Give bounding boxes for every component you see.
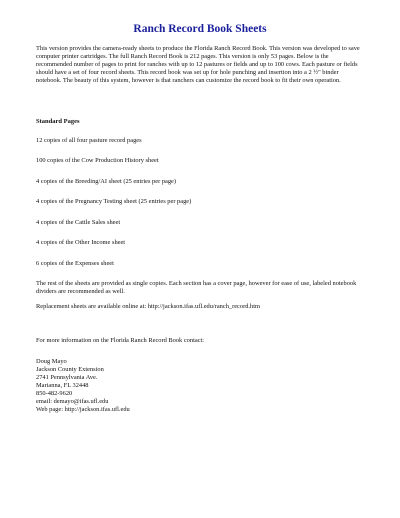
standard-item-breeding: 4 copies of the Breeding/AI sheet (25 entries per page) [36, 177, 177, 185]
contact-phone: 850-482-9620 [36, 390, 73, 398]
intro-paragraph: This version provides the camera-ready sheets to produce the Florida Ranch Record Book. This version was developed to save computer printer cartridges. The full Ranch Record Book is 212 pages. This version is only 53 pages. Below is the recommended number of pages to print for ranches with up to 12 pastures or fields and up to 100 cows. Each pasture or fields should have a set of four record sheets. This record book was set up for hole punching and insertion into a 2 ½" binder notebook. The beauty of this system, however is that ranchers can customize the record book to fit their own operation. [36, 45, 360, 84]
standard-item-pasture: 12 copies of all four pasture record pages [36, 136, 142, 144]
standard-pages-list [36, 137, 364, 268]
contact-city: Marianna, FL 32448 [36, 381, 89, 389]
contact-name: Doug Mayo [36, 357, 67, 365]
document-title: Ranch Record Book Sheets [133, 23, 267, 35]
contact-organization: Jackson County Extension [36, 365, 104, 373]
standard-pages-heading: Standard Pages [36, 117, 80, 125]
contact-street: 2741 Pennsylvania Ave. [36, 373, 98, 381]
contact-block [36, 358, 364, 415]
standard-item-cow-history: 100 copies of the Cow Production History sheet [36, 157, 159, 165]
standard-item-expenses: 6 copies of the Expenses sheet [36, 259, 114, 267]
standard-item-pregnancy: 4 copies of the Pregnancy Testing sheet (25 entries per page) [36, 198, 192, 206]
contact-intro: For more information on the Florida Ranch Record Book contact: [36, 336, 205, 344]
standard-item-other-income: 4 copies of the Other Income sheet [36, 239, 126, 247]
standard-item-cattle-sales: 4 copies of the Cattle Sales sheet [36, 218, 121, 226]
single-copies-note: The rest of the sheets are provided as single copies. Each section has a cover page, however for ease of use, labeled notebook dividers are recommended as well. [36, 280, 357, 296]
contact-web: Web page: http://jackson.ifas.ufl.edu [36, 406, 130, 414]
replacement-sheets-note: Replacement sheets are available online at: http://jackson.ifas.ufl.edu/ranch_record.htm [36, 303, 260, 311]
contact-email: email: demayo@ifas.ufl.edu [36, 398, 109, 406]
